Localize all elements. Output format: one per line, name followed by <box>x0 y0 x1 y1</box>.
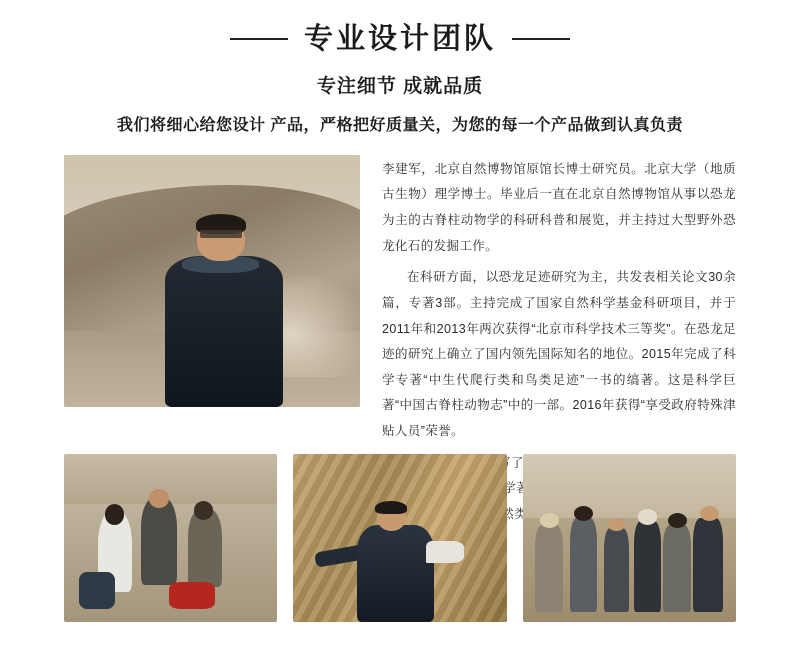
title-row <box>0 22 800 57</box>
gallery-photo-group <box>523 454 736 622</box>
page-subtitle: 专注细节 成就品质 <box>316 75 484 97</box>
gallery-photo-group-art <box>523 454 736 622</box>
title-rule-right <box>512 38 570 40</box>
gallery-photo-rock-lecture <box>293 454 506 622</box>
portrait-photo <box>64 155 360 407</box>
title-rule-left <box>230 38 288 40</box>
gallery-photo-fieldwork <box>64 454 277 622</box>
page-title: 专业设计团队 <box>303 23 496 55</box>
biography-paragraph: 李建军，北京自然博物馆原馆长博士研究员。北京大学（地质古生物）理学博士。毕业后一直在北京自然博物馆从事以恐龙为主的古脊柱动物学的科研科普和展览，并主持过大型野外恐龙化石的发掘工作。 <box>382 161 736 253</box>
page-lead-text: 我们将细心给您设计 产品，严格把好质量关，为您的每一个产品做到认真负责 <box>117 116 683 134</box>
biography-paragraph: 在科研方面，以恐龙足迹研究为主，共发表相关论文30余篇，专著3部。主持完成了国家自然科学基金科研项目，并于2011年和2013年两次获得“北京市科学技术三等奖”。在恐龙足迹的研究上确立了国内领先国际知名的地位。2015年完成了科学专著“中生代爬行类和鸟类足迹”一书的缟著。这是科学巨著“中国古脊柱动物志”中的一部。2016年获得“享受政府特殊津贴人员”荣誉。 <box>382 270 736 439</box>
header <box>0 0 800 135</box>
photo-gallery <box>64 454 736 622</box>
portrait-photo-art <box>64 155 360 407</box>
gallery-photo-rock-lecture-art <box>293 454 506 622</box>
gallery-photo-fieldwork-art <box>64 454 277 622</box>
